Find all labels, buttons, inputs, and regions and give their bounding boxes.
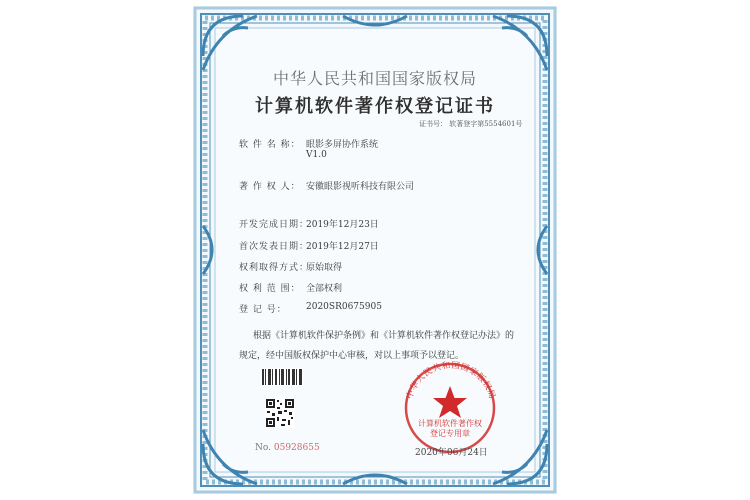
field-value-publication-date: 2019年12月27日	[306, 242, 379, 252]
paragraph-line-1: 根据《计算机软件保护条例》和《计算机软件著作权登记办法》的	[253, 331, 515, 341]
seal-text-line-1: 计算机软件著作权	[418, 419, 482, 428]
certificate-main-title: 计算机软件著作权登记证书	[255, 96, 495, 117]
field-value-software-name: 眼影多屏协作系统	[306, 140, 379, 150]
field-value-registration-number: 2020SR0675905	[306, 302, 382, 312]
seal-text-line-2: 登记专用章	[430, 429, 470, 438]
certificate	[193, 6, 557, 494]
certificate-number: 证书号： 软著登字第5554601号	[419, 120, 523, 128]
barcode-icon	[261, 368, 303, 386]
field-value-completion-date: 2019年12月23日	[306, 220, 379, 230]
field-label-rights-scope: 权 利 范 围：	[239, 284, 301, 294]
official-seal	[393, 356, 508, 456]
field-value-copyright-owner: 安徽眼影视听科技有限公司	[306, 182, 415, 192]
field-value-acquisition-method: 原始取得	[306, 263, 343, 273]
serial-number	[255, 443, 320, 453]
qr-code-icon	[265, 398, 295, 428]
field-label-acquisition-method: 权利取得方式：	[239, 263, 310, 273]
field-label-registration-number: 登 记 号：	[239, 305, 287, 315]
svg-text:中华人民共和国国家版权局: 中华人民共和国国家版权局	[405, 360, 497, 401]
issue-date: 2020年06月24日	[415, 448, 488, 458]
field-label-copyright-owner: 著 作 权 人：	[239, 182, 301, 192]
field-value-version: V1.0	[306, 150, 327, 160]
field-label-completion-date: 开发完成日期：	[239, 220, 310, 230]
paragraph-line-2: 规定，经中国版权保护中心审核，对以上事项予以登记。	[239, 351, 465, 361]
serial-digits: 05928655	[273, 443, 320, 453]
field-value-rights-scope: 全部权利	[306, 284, 343, 294]
field-label-software-name: 软 件 名 称：	[239, 140, 301, 150]
certificate-issuer-title: 中华人民共和国国家版权局	[272, 69, 477, 88]
field-label-publication-date: 首次发表日期：	[239, 242, 310, 252]
serial-prefix: No.	[255, 443, 271, 453]
